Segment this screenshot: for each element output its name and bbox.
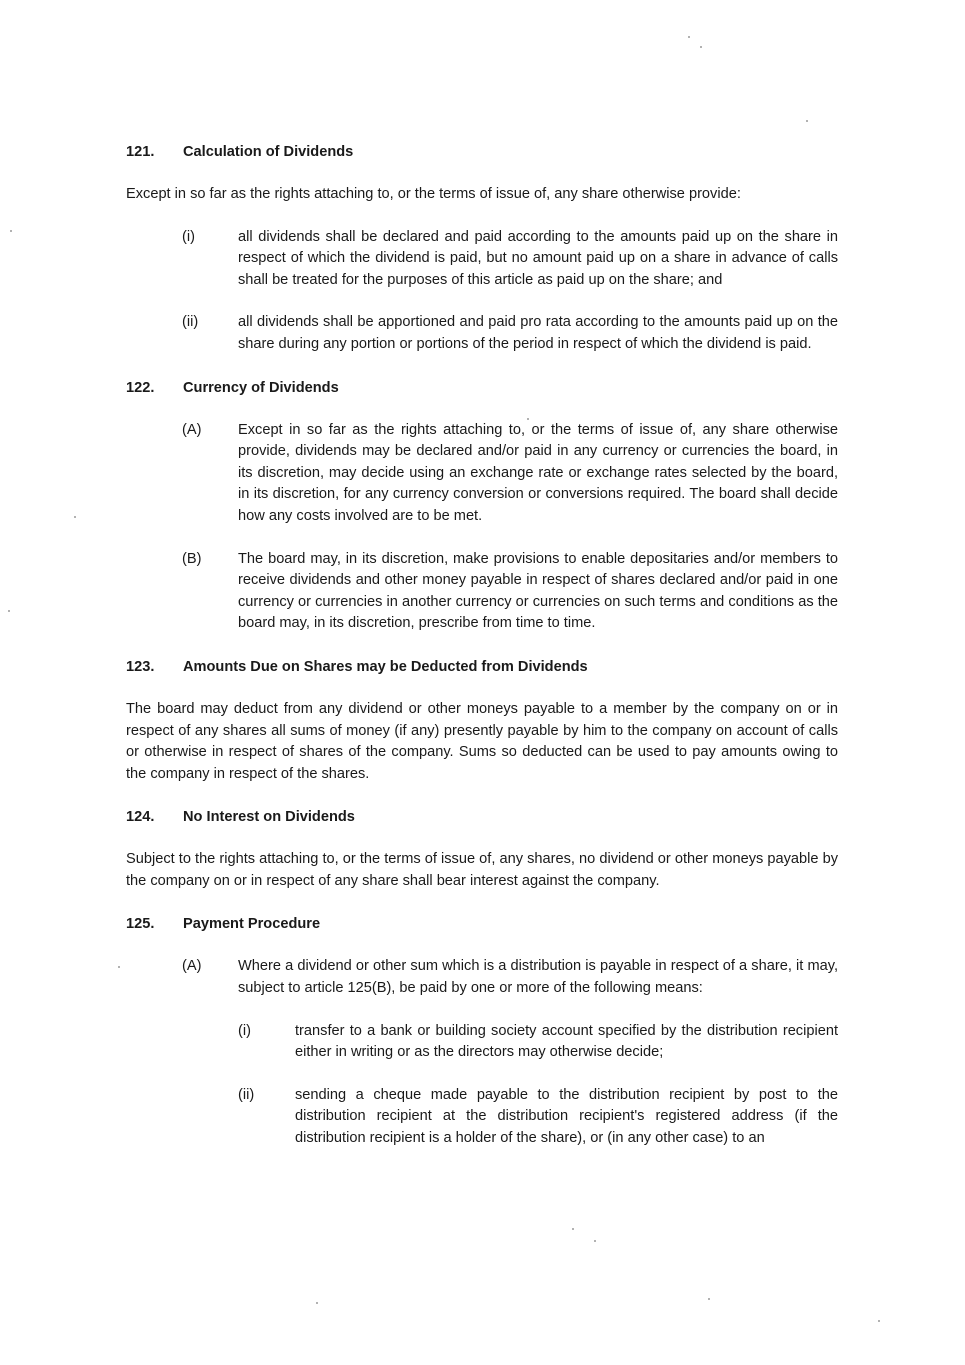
scan-speck — [74, 516, 76, 518]
section-number: 124. — [126, 809, 155, 826]
section-125-subitem-ii — [238, 1085, 838, 1150]
section-125-heading — [126, 913, 838, 935]
section-124-body: Subject to the rights attaching to, or the terms of issue of, any shares, no dividend or other moneys payable by the company on or in respect of any share shall bear interest against the company. — [126, 851, 838, 889]
section-number: 121. — [126, 144, 155, 160]
section-121-heading — [126, 141, 838, 163]
section-number: 125. — [126, 916, 155, 933]
section-125-subitem-i — [238, 1021, 838, 1064]
item-text: Where a dividend or other sum which is a distribution is payable in respect of a share, it may, subject to article 125(B), be paid by one or more of the following means: — [238, 958, 838, 997]
scan-speck — [316, 1302, 318, 1304]
item-label: (ii) — [182, 314, 199, 331]
section-121-item-i — [182, 227, 838, 292]
section-125-item-a — [182, 956, 838, 999]
scan-speck — [878, 1320, 880, 1322]
section-123-heading — [126, 656, 838, 678]
section-122-item-a — [182, 420, 838, 528]
section-122-heading — [126, 377, 838, 399]
subitem-label: (ii) — [238, 1086, 255, 1103]
section-number: 122. — [126, 379, 155, 396]
item-label: (B) — [182, 550, 202, 567]
section-124-heading — [126, 806, 838, 828]
section-121-intro: Except in so far as the rights attaching to, or the terms of issue of, any share otherwise provide: — [126, 186, 741, 202]
item-label: (A) — [182, 421, 202, 438]
item-text: The board may, in its discretion, make provisions to enable depositaries and/or members to receive dividends and other money payable in respect of shares declared and/or paid in one currency or currencies in another currency or currencies on such terms and conditions as the board may, in its discretion, prescribe from time to time. — [238, 550, 838, 632]
section-title: Payment Procedure — [183, 916, 321, 933]
section-122-item-b — [182, 549, 838, 635]
section-123-body: The board may deduct from any dividend or other moneys payable to a member by the company on or in respect of any shares all sums of money (if any) presently payable by him to the company on account of calls or otherwise in respect of shares of the company. Sums so deducted can be used to pay amounts owing to the company in respect of the shares. — [126, 700, 838, 782]
item-text: Except in so far as the rights attaching to, or the terms of issue of, any share otherwise provide, dividends may be declared and/or paid in any currency or currencies the board, in its discretion, may decide using an exchange rate or exchange rates selected by the board, in its discretion, for any currency conversion or conversions required. The board shall decide how any costs involved are to be met. — [238, 421, 838, 524]
scan-speck — [572, 1228, 574, 1230]
subitem-text: sending a cheque made payable to the distribution recipient by post to the distribution recipient at the distribution recipient's registered address (if the distribution recipient is a holder of the share), or (in any other case) to an — [295, 1086, 838, 1147]
scan-speck — [688, 36, 690, 38]
scan-speck — [700, 46, 702, 48]
scan-speck — [118, 966, 120, 968]
scan-speck — [708, 1298, 710, 1300]
document-page — [126, 141, 838, 1150]
scan-speck — [806, 120, 808, 122]
section-title: No Interest on Dividends — [183, 809, 355, 826]
section-title: Currency of Dividends — [183, 379, 339, 396]
item-label: (i) — [182, 228, 195, 245]
item-text: all dividends shall be declared and paid according to the amounts paid up on the share in respect of which the dividend is paid, but no amount paid up on a share in advance of calls shall be treated for the purposes of this article as paid up on the share; and — [238, 228, 838, 288]
subitem-label: (i) — [238, 1022, 251, 1039]
section-121-item-ii — [182, 312, 838, 355]
section-title: Amounts Due on Shares may be Deducted from Dividends — [183, 658, 588, 675]
section-title: Calculation of Dividends — [183, 144, 354, 160]
scan-speck — [8, 610, 10, 612]
scan-speck — [10, 230, 12, 232]
item-text: all dividends shall be apportioned and paid pro rata according to the amounts paid up on the share during any portion or portions of the period in respect of which the dividend is paid. — [238, 314, 838, 352]
item-label: (A) — [182, 958, 202, 975]
section-number: 123. — [126, 658, 155, 675]
scan-speck — [527, 418, 529, 420]
subitem-text: transfer to a bank or building society account specified by the distribution recipient either in writing or as the directors may otherwise decide; — [295, 1022, 838, 1061]
scan-speck — [594, 1240, 596, 1242]
